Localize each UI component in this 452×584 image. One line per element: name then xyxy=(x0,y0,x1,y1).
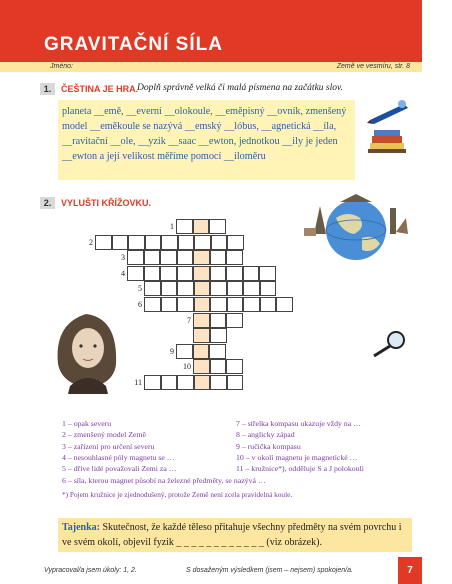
crossword-cell[interactable] xyxy=(193,266,210,281)
crossword-cell[interactable] xyxy=(144,266,161,281)
crossword-cell[interactable] xyxy=(178,235,195,250)
crossword-cell[interactable] xyxy=(211,235,228,250)
crossword-cell[interactable] xyxy=(259,266,276,281)
crossword-cell[interactable] xyxy=(112,235,129,250)
crossword-row-number: 11 xyxy=(134,378,142,387)
crossword-cell[interactable] xyxy=(161,281,178,296)
crossword-cell[interactable] xyxy=(210,266,227,281)
crossword-cell[interactable] xyxy=(227,297,244,312)
tajenka-text: Skutečnost, že každé těleso přitahuje všechny předměty na svém povrchu i ve svém okolí, objevil fyzik _ _ _ _ _ _ _ _ _ _ _ _ (viz obrázek). xyxy=(62,522,402,548)
crossword-cell[interactable] xyxy=(226,313,243,328)
crossword-cell[interactable] xyxy=(243,266,260,281)
crossword-cell[interactable] xyxy=(177,297,194,312)
crossword-cell[interactable] xyxy=(144,250,161,265)
clue-item: 3 – zařízení pro určení severu xyxy=(62,441,155,451)
clue-item: 9 – ručička kompasu xyxy=(236,441,301,451)
section1-number: 1. xyxy=(40,83,55,95)
crossword-cell[interactable] xyxy=(127,266,144,281)
crossword-cell[interactable] xyxy=(161,235,178,250)
exercise1-text: planeta __emě, __everní __olokoule, __eměpisný __ovník, zmenšený model __eměkoule se nazývá __emský __lóbus, __agnetická __íla, __ravitační __ole, __yzik __saac __ewton, jednotkou __ily je jeden __ewton a její velikost měříme pomocí __iloměru xyxy=(62,106,347,162)
crossword-cell[interactable] xyxy=(177,281,194,296)
crossword-cell[interactable] xyxy=(227,375,244,390)
crossword-row-number: 1 xyxy=(170,222,174,231)
crossword-cell[interactable] xyxy=(210,359,227,374)
crossword-cell[interactable] xyxy=(276,297,293,312)
crossword-cell[interactable] xyxy=(226,250,243,265)
crossword-cell[interactable] xyxy=(176,219,193,234)
crossword-cell[interactable] xyxy=(193,344,210,359)
section1-instruction: Doplň správně velká či malá písmena na začátku slov. xyxy=(137,83,343,93)
tajenka-paragraph xyxy=(62,520,410,550)
books-icon xyxy=(368,130,406,153)
crossword-cell[interactable] xyxy=(194,375,211,390)
crossword-row-number: 10 xyxy=(183,362,191,372)
crossword-row-number: 2 xyxy=(89,237,93,247)
crossword-cell[interactable] xyxy=(210,281,227,296)
clue-item: 2 – zmenšený model Země xyxy=(62,430,147,440)
crossword-cell[interactable] xyxy=(193,359,210,374)
crossword-cell[interactable] xyxy=(128,235,145,250)
crossword-cell[interactable] xyxy=(210,328,227,343)
name-label: Jméno: xyxy=(50,63,73,70)
crossword-cell[interactable] xyxy=(177,266,194,281)
crossword-cell[interactable] xyxy=(127,250,144,265)
crossword-cell[interactable] xyxy=(161,375,178,390)
crossword-cell[interactable] xyxy=(160,250,177,265)
crossword-row-number: 4 xyxy=(121,268,125,278)
crossword-cell[interactable] xyxy=(210,375,227,390)
crossword-cell[interactable] xyxy=(243,297,260,312)
crossword-cell[interactable] xyxy=(144,281,161,296)
globe-landmarks-illustration xyxy=(300,188,412,268)
section1-title: ČEŠTINA JE HRA. xyxy=(61,84,139,94)
crossword-cell[interactable] xyxy=(193,250,210,265)
crossword-cell[interactable] xyxy=(177,250,194,265)
tajenka-label: Tajenka: xyxy=(62,522,100,533)
crossword-cell[interactable] xyxy=(161,297,178,312)
crossword-row-number: 3 xyxy=(121,253,125,263)
globe-icon xyxy=(326,200,386,260)
magnifier-icon xyxy=(374,332,404,356)
section2-title: VYLUŠTI KŘÍŽOVKU. xyxy=(61,198,152,208)
source-label: Země ve vesmíru, str. 8 xyxy=(336,63,410,70)
crossword-cell[interactable] xyxy=(210,250,227,265)
clue-item: 1 – opak severu xyxy=(62,419,112,428)
clue-item: 4 – nesouhlasné póly magnetu se … xyxy=(62,452,175,462)
crossword-row-number: 5 xyxy=(138,284,142,294)
crossword-row-number: 7 xyxy=(187,315,191,325)
crossword-cell[interactable] xyxy=(260,297,277,312)
crossword-cell[interactable] xyxy=(210,297,227,312)
crossword-cell[interactable] xyxy=(227,281,244,296)
crossword-cell[interactable] xyxy=(95,235,112,250)
crossword-cell[interactable] xyxy=(194,297,211,312)
crossword-row-number: 6 xyxy=(138,300,142,309)
crossword-cell[interactable] xyxy=(193,328,210,343)
crossword-cell[interactable] xyxy=(193,219,210,234)
newton-portrait xyxy=(48,304,126,394)
page-title: GRAVITAČNÍ SÍLA xyxy=(44,34,223,55)
footnote: *) Pojem kružnice je zjednodušený, protože Země není zcela pravidelná koule. xyxy=(62,490,293,499)
crossword-cell[interactable] xyxy=(260,281,277,296)
crossword-cell[interactable] xyxy=(226,359,243,374)
clue-item: 5 – dříve lidé považovali Zemi za … xyxy=(62,464,177,474)
pen-books-illustration xyxy=(364,96,414,156)
clue-item: 8 – anglicky západ xyxy=(236,430,295,440)
pen-icon xyxy=(367,100,408,124)
section2-number: 2. xyxy=(40,197,55,209)
crossword-row-number: 9 xyxy=(170,346,174,356)
crossword-cell[interactable] xyxy=(193,313,210,328)
portrait-icon xyxy=(58,314,117,394)
clue-item: 10 – v okolí magnetu je magnetické … xyxy=(236,452,358,462)
crossword-cell[interactable] xyxy=(145,235,162,250)
crossword-cell[interactable] xyxy=(144,375,161,390)
crossword-cell[interactable] xyxy=(210,313,227,328)
crossword-cell[interactable] xyxy=(160,266,177,281)
crossword-cell[interactable] xyxy=(226,266,243,281)
crossword-cell[interactable] xyxy=(243,281,260,296)
crossword-cell[interactable] xyxy=(227,235,244,250)
crossword-cell[interactable] xyxy=(177,375,194,390)
magnifier-illustration xyxy=(370,328,410,358)
crossword-cell[interactable] xyxy=(209,344,226,359)
clue-item: 11 – kružnice*), odděluje S a J polokouli xyxy=(236,464,364,474)
footer-tasks: Vypracoval/a jsem úkoly: 1, 2. xyxy=(44,567,137,574)
crossword-cell[interactable] xyxy=(194,281,211,296)
crossword-cell[interactable] xyxy=(144,297,161,312)
crossword-cell[interactable] xyxy=(209,219,226,234)
footer-satisfaction: S dosaženým výsledkem (jsem – nejsem) spokojen/a. xyxy=(186,567,353,574)
clue-item: 6 – síla, kterou magnet působí na železné předměty, se nazývá … xyxy=(62,475,266,485)
page-number: 7 xyxy=(398,557,422,584)
crossword-cell[interactable] xyxy=(194,235,211,250)
clue-item: 7 – střelka kompasu ukazuje vždy na … xyxy=(236,419,361,428)
crossword-cell[interactable] xyxy=(176,344,193,359)
